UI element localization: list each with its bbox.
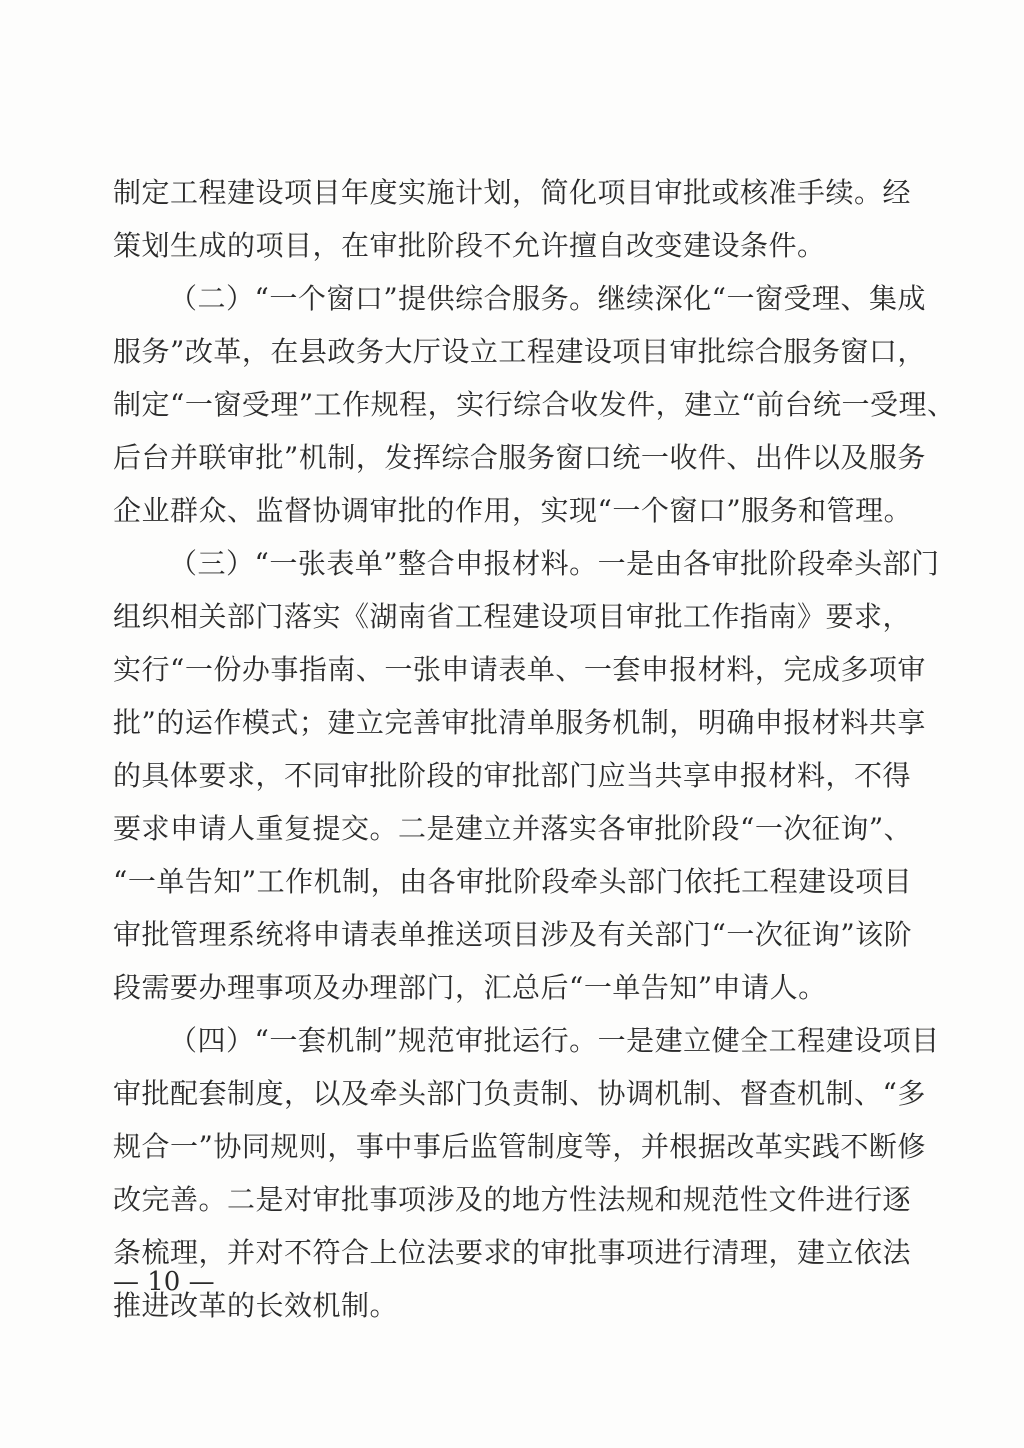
body-text [113, 166, 956, 1332]
section-heading-line: （四）“一套机制”规范审批运行。一是建立健全工程建设项目 [169, 1024, 940, 1057]
section-heading-line: （三）“一张表单”整合申报材料。一是由各审批阶段牵头部门 [169, 547, 940, 580]
text-line: 审批管理系统将申请表单推送项目涉及有关部门“一次征询”该阶 [113, 918, 913, 951]
text-line: 审批配套制度，以及牵头部门负责制、协调机制、督查机制、“多 [113, 1077, 926, 1110]
text-line: 改完善。二是对审批事项涉及的地方性法规和规范性文件进行逐 [113, 1183, 912, 1216]
text-line: “一单告知”工作机制，由各审批阶段牵头部门依托工程建设项目 [113, 865, 913, 898]
text-line: 批”的运作模式；建立完善审批清单服务机制，明确申报材料共享 [113, 706, 926, 739]
section-heading-line: （二）“一个窗口”提供综合服务。继续深化“一窗受理、集成 [169, 282, 926, 315]
text-line: 组织相关部门落实《湖南省工程建设项目审批工作指南》要求， [113, 600, 912, 633]
text-line: 后台并联审批”机制，发挥综合服务窗口统一收件、出件以及服务 [113, 441, 926, 474]
text-line: 推进改革的长效机制。 [113, 1289, 399, 1322]
text-line: 的具体要求，不同审批阶段的审批部门应当共享申报材料，不得 [113, 759, 912, 792]
page-number: — 10 — [113, 1267, 215, 1297]
text-line: 实行“一份办事指南、一张申请表单、一套申报材料，完成多项审 [113, 653, 926, 686]
text-line: 制定“一窗受理”工作规程，实行综合收发件，建立“前台统一受理、 [113, 388, 956, 421]
text-line: 规合一”协同规则，事中事后监管制度等，并根据改革实践不断修 [113, 1130, 926, 1163]
text-line: 企业群众、监督协调审批的作用，实现“一个窗口”服务和管理。 [113, 494, 913, 527]
text-line: 段需要办理事项及办理部门，汇总后“一单告知”申请人。 [113, 971, 827, 1004]
text-line: 服务”改革，在县政务大厅设立工程建设项目审批综合服务窗口， [113, 335, 926, 368]
text-line: 条梳理，并对不符合上位法要求的审批事项进行清理，建立依法 [113, 1236, 912, 1269]
text-line: 要求申请人重复提交。二是建立并落实各审批阶段“一次征询”、 [113, 812, 913, 845]
text-line: 制定工程建设项目年度实施计划，简化项目审批或核准手续。经 [113, 176, 912, 209]
text-line: 策划生成的项目，在审批阶段不允许擅自改变建设条件。 [113, 229, 826, 262]
